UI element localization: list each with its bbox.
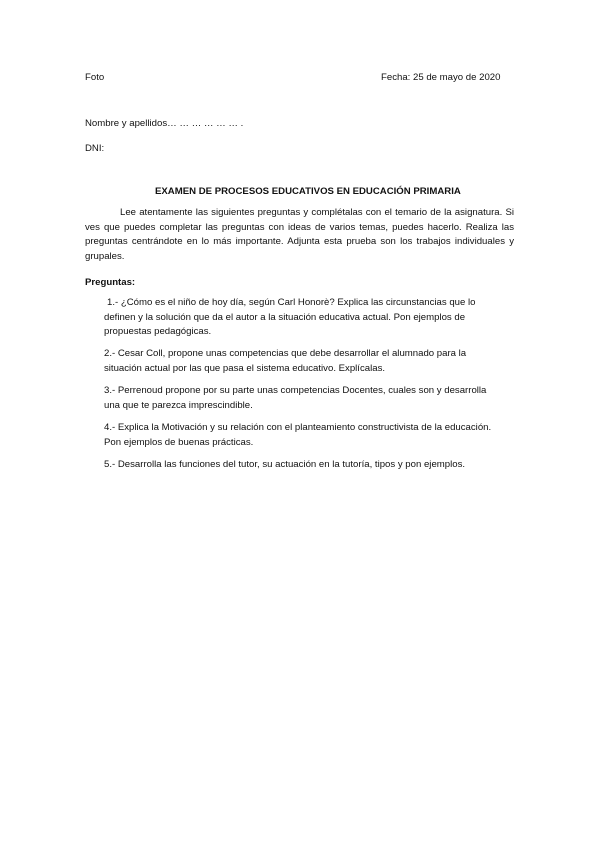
date-label: Fecha: 25 de mayo de 2020 bbox=[381, 72, 501, 83]
name-field-label: Nombre y apellidos… … … … … … . bbox=[85, 118, 244, 129]
question-3-line-1: 3.- Perrenoud propone por su parte unas competencias Docentes, cuales son y desarrolla bbox=[104, 385, 487, 396]
question-2 bbox=[104, 347, 524, 376]
question-1-line-3: propuestas pedagógicas. bbox=[104, 326, 212, 337]
question-1-line-1: 1.- ¿Cómo es el niño de hoy día, según Carl Honorè? Explica las circunstancias que lo bbox=[107, 297, 476, 308]
exam-instructions bbox=[85, 206, 514, 264]
dni-field-label: DNI: bbox=[85, 143, 105, 154]
question-1 bbox=[104, 296, 527, 340]
question-5-line-1: 5.- Desarrolla las funciones del tutor, su actuación en la tutoría, tipos y pon ejemplos. bbox=[104, 459, 466, 470]
question-3 bbox=[104, 384, 524, 413]
question-4 bbox=[104, 421, 524, 450]
exam-title: EXAMEN DE PROCESOS EDUCATIVOS EN EDUCACIÓN PRIMARIA bbox=[155, 186, 461, 197]
photo-label: Foto bbox=[85, 72, 105, 83]
question-2-line-1: 2.- Cesar Coll, propone unas competencias que debe desarrollar el alumnado para la bbox=[104, 348, 467, 359]
question-3-line-2: una que te parezca imprescindible. bbox=[104, 399, 253, 411]
question-1-line-2: definen y la solución que da el autor a la situación educativa actual. Pon ejemplos de bbox=[104, 311, 466, 323]
questions-heading: Preguntas: bbox=[85, 277, 136, 288]
question-2-line-2: situación actual por las que pasa el sistema educativo. Explícalas. bbox=[104, 362, 386, 374]
instructions-text: Lee atentamente las siguientes preguntas y complétalas con el temario de la asignatura. Si ves que puedes completar las preguntas con ideas de varios temas, puedes hacerlo. Realiza las preguntas centrándote en lo más importante. Adjunta esta prueba son los trabajos individuales y grupales. bbox=[85, 207, 514, 262]
question-4-line-1: 4.- Explica la Motivación y su relación con el planteamiento constructivista de la educación. bbox=[104, 422, 492, 433]
question-5 bbox=[104, 458, 524, 473]
question-4-line-2: Pon ejemplos de buenas prácticas. bbox=[104, 436, 254, 448]
